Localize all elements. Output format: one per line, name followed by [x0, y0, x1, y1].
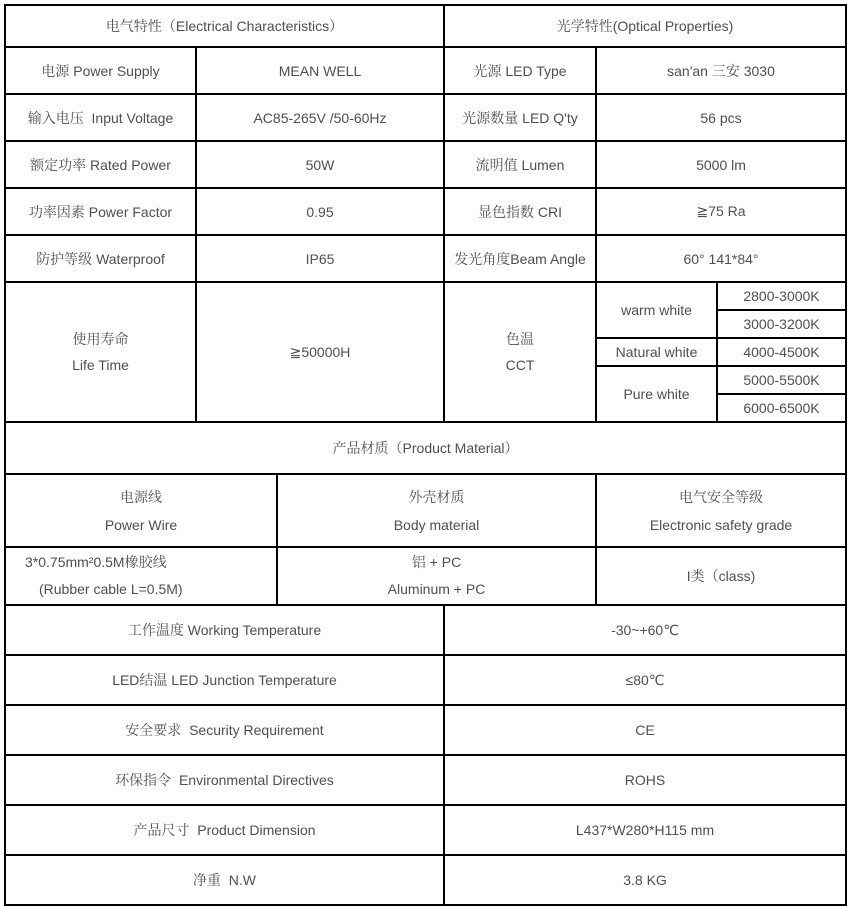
product-dimension-value: L437*W280*H115 mm — [444, 805, 846, 855]
row-led-junction-temperature — [5, 655, 846, 705]
body-material-value-line2: Aluminum + PC — [387, 581, 486, 597]
security-requirement-label: 安全要求 Security Requirement — [5, 705, 444, 755]
led-type-value: san'an 三安 3030 — [596, 47, 846, 94]
row-security-requirement — [5, 705, 846, 755]
body-material-header-zh: 外壳材质 — [408, 488, 465, 505]
safety-grade-header-zh: 电气安全等级 — [679, 488, 764, 505]
waterproof-value: IP65 — [196, 235, 444, 282]
cct-label-zh: 色温 — [506, 331, 535, 347]
row-product-dimension — [5, 805, 846, 855]
cct-range: 2800-3000K — [717, 282, 846, 310]
material-section-title-row — [5, 422, 846, 474]
led-qty-value: 56 pcs — [596, 94, 846, 141]
environmental-directives-value: ROHS — [444, 755, 846, 805]
cct-sub-row — [5, 282, 846, 310]
led-junction-temperature-label: LED结温 LED Junction Temperature — [5, 655, 444, 705]
power-factor-value: 0.95 — [196, 188, 444, 235]
optical-section-title: 光学特性(Optical Properties) — [444, 5, 846, 47]
body-material-value-cell — [277, 547, 596, 605]
power-factor-label: 功率因素 Power Factor — [5, 188, 196, 235]
cct-group-pure-white: Pure white — [596, 366, 717, 422]
led-type-label: 光源 LED Type — [444, 47, 596, 94]
rated-power-label: 额定功率 Rated Power — [5, 141, 196, 188]
spec-row-rated-power — [5, 141, 846, 188]
power-supply-value: MEAN WELL — [196, 47, 444, 94]
working-temperature-value: -30~+60℃ — [444, 605, 846, 655]
cri-value: ≧75 Ra — [596, 188, 846, 235]
led-qty-label: 光源数量 LED Q'ty — [444, 94, 596, 141]
cct-group-natural-white: Natural white — [596, 338, 717, 366]
power-wire-header-cell — [5, 474, 277, 547]
security-requirement-value: CE — [444, 705, 846, 755]
product-spec-table — [4, 4, 847, 906]
rated-power-value: 50W — [196, 141, 444, 188]
net-weight-label: 净重 N.W — [5, 855, 444, 905]
spec-row-power-supply — [5, 47, 846, 94]
electrical-section-title: 电气特性（Electrical Characteristics） — [5, 5, 444, 47]
power-wire-value-line2: (Rubber cable L=0.5M) — [39, 581, 183, 597]
row-environmental-directives — [5, 755, 846, 805]
life-time-label-en: Life Time — [72, 357, 129, 373]
safety-grade-value: I类（class) — [596, 547, 846, 605]
body-material-value-line1: 铝 + PC — [411, 554, 462, 570]
life-time-value: ≧50000H — [196, 282, 444, 422]
body-material-header-cell — [277, 474, 596, 547]
material-section-title: 产品材质（Product Material） — [5, 422, 846, 474]
cct-label-en: CCT — [505, 357, 535, 373]
power-wire-value-line1: 3*0.75mm²0.5M橡胶线 — [25, 554, 167, 570]
cri-label: 显色指数 CRI — [444, 188, 596, 235]
safety-grade-header-cell — [596, 474, 846, 547]
cct-group-warm-white: warm white — [596, 282, 717, 338]
power-wire-header-en: Power Wire — [104, 516, 178, 533]
material-column-header-row — [5, 474, 846, 547]
led-junction-temperature-value: ≤80℃ — [444, 655, 846, 705]
input-voltage-value: AC85-265V /50-60Hz — [196, 94, 444, 141]
power-wire-value-cell — [5, 547, 277, 605]
cct-range: 4000-4500K — [717, 338, 846, 366]
net-weight-value: 3.8 KG — [444, 855, 846, 905]
safety-grade-header-en: Electronic safety grade — [649, 516, 793, 533]
spec-row-input-voltage — [5, 94, 846, 141]
power-supply-label: 电源 Power Supply — [5, 47, 196, 94]
section-title-row — [5, 5, 846, 47]
beam-angle-label: 发光角度Beam Angle — [444, 235, 596, 282]
row-net-weight — [5, 855, 846, 905]
product-dimension-label: 产品尺寸 Product Dimension — [5, 805, 444, 855]
waterproof-label: 防护等级 Waterproof — [5, 235, 196, 282]
input-voltage-label: 输入电压 Input Voltage — [5, 94, 196, 141]
body-material-header-en: Body material — [393, 516, 480, 533]
row-working-temperature — [5, 605, 846, 655]
life-time-label-zh: 使用寿命 — [72, 331, 129, 347]
beam-angle-value: 60° 141*84° — [596, 235, 846, 282]
lumen-label: 流明值 Lumen — [444, 141, 596, 188]
power-wire-header-zh: 电源线 — [120, 488, 162, 505]
working-temperature-label: 工作温度 Working Temperature — [5, 605, 444, 655]
spec-row-power-factor — [5, 188, 846, 235]
spec-row-waterproof — [5, 235, 846, 282]
cct-range: 5000-5500K — [717, 366, 846, 394]
lumen-value: 5000 lm — [596, 141, 846, 188]
environmental-directives-label: 环保指令 Environmental Directives — [5, 755, 444, 805]
cct-label-cell — [444, 282, 596, 422]
material-value-row — [5, 547, 846, 605]
cct-range: 3000-3200K — [717, 310, 846, 338]
life-time-label-cell — [5, 282, 196, 422]
cct-range: 6000-6500K — [717, 394, 846, 422]
